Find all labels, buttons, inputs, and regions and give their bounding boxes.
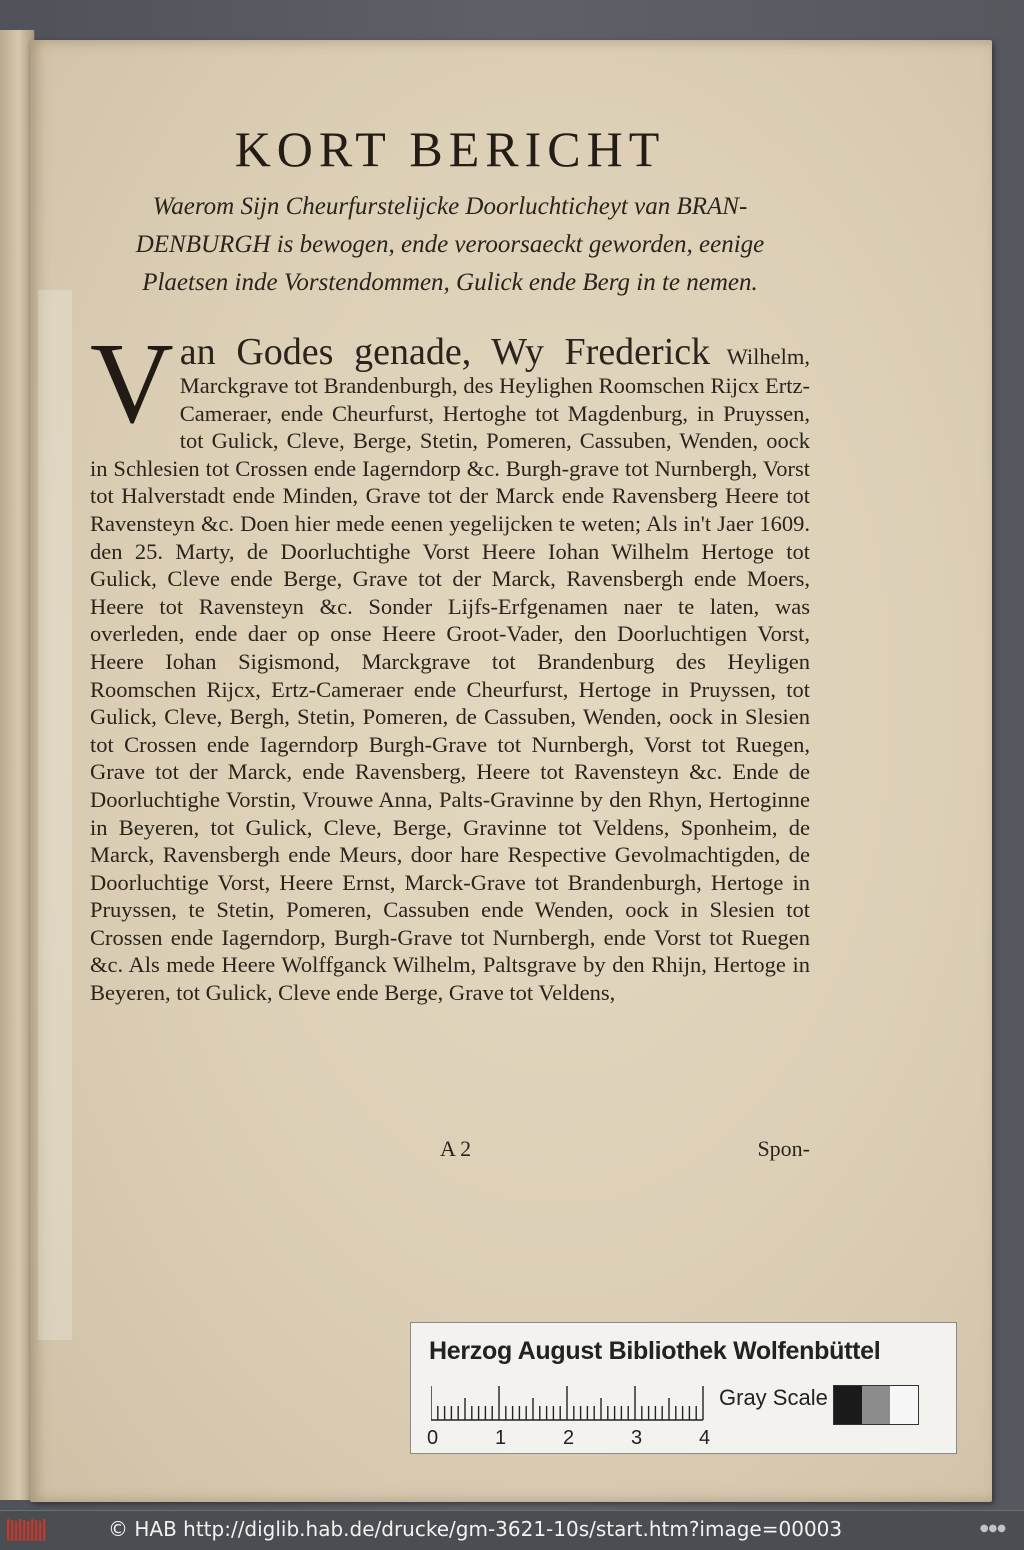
ruler-number: 0 xyxy=(427,1427,439,1449)
gray-scale-swatches xyxy=(833,1385,919,1425)
ruler-number: 2 xyxy=(563,1427,575,1449)
ruler-number: 1 xyxy=(495,1427,507,1449)
gray-swatch-mid xyxy=(862,1386,890,1424)
gray-swatch-dark xyxy=(834,1386,862,1424)
copyright-url[interactable]: © HAB http://diglib.hab.de/drucke/gm-3621-10s/start.htm?image=00003 xyxy=(108,1517,843,1541)
gray-swatch-light xyxy=(890,1386,918,1424)
body-paragraph: Wilhelm, Marckgrave tot Brandenburgh, des Heylighen Roomschen Rijcx Ertz-Cameraer, ende Cheurfurst, Hertoghe tot Magdenburg, in Pruyssen, tot Gulick, Cleve, Berge, Stetin, Pomeren, Cassuben, Wenden, oock in Schlesien tot Crossen ende Iagerndorp &c. Burgh-grave tot Nurnbergh, Vorst tot Halverstadt ende Minden, Grave tot der Marck ende Ravensberg Heere tot Ravensteyn &c. Doen hier mede eenen yegelijcken te weten; Als in't Jaer 1609. den 25. Marty, de Doorluchtighe Vorst Heere Iohan Wilhelm Hertoge tot Gulick, Cleve ende Berge, Grave tot der Marck, Ravensbergh ende Moers, Heere tot Ravensteyn &c. Sonder Lijfs-Erfgenamen naer te laten, was overleden, ende daer op onse Heere Groot-Vader, den Doorluchtigen Vorst, Heere Iohan Sigismond, Marckgrave tot Brandenburg des Heyligen Roomschen Rijcx, Ertz-Cameraer ende Cheurfurst, Hertoge in Pruyssen, tot Gulick, Cleve, Bergh, Stetin, Pomeren, de Cassuben, Wenden, oock in Slesien tot Crossen ende Iagerndorp Burgh-Grave tot Nurnbergh, Vorst tot Ruegen, Grave tot der Marck, ende Ravensberg, Heere tot Ravensteyn &c. Ende de Doorluchtighe Vorstin, Vrouwe Anna, Palts-Gravinne by den Rhyn, Hertoginne in Beyeren, tot Gulick, Cleve, Berge, Gravinne tot Veldens, Sponheim, de Marck, Ravensbergh ende Meurs, door hare Respective Gevolmachtigden, de Doorluchtige Vorst, Heere Ernst, Marck-Grave tot Brandenburgh, Hertoge in Pruyssen, te Stetin, Pomeren, Cassuben ende Wenden, oock in Slesien tot Crossen ende Iagerndorp, Burgh-Grave tot Nurnbergh, ende Vorst tot Ruegen &c. Als mede Heere Wolffganck Wilhelm, Paltsgrave by den Rhijn, Hertoge in Beyeren, tot Gulick, Cleve ende Berge, Grave tot Veldens, xyxy=(90,344,811,1006)
viewer-footer-bar xyxy=(0,1510,1024,1550)
logo-bar xyxy=(23,1520,25,1541)
library-color-card xyxy=(410,1322,957,1454)
ruler-number: 4 xyxy=(699,1427,711,1449)
page-gutter xyxy=(38,290,72,1340)
document-body xyxy=(90,320,811,1007)
logo-bar xyxy=(27,1521,29,1541)
logo-bar xyxy=(11,1520,13,1541)
logo-bar xyxy=(7,1519,9,1541)
ruler-number: 3 xyxy=(631,1427,643,1449)
document-text xyxy=(90,120,810,1007)
logo-bar xyxy=(19,1519,21,1541)
document-title: KORT BERICHT xyxy=(234,121,666,177)
opening-words: an Godes genade, Wy Frederick xyxy=(179,331,711,373)
document-subtitle: Waerom Sijn Cheurfurstelijcke Doorluchticheyt van BRAN-DENBURGH is bewogen, ende veroorsaeckt geworden, eenige Plaetsen inde Vorstendommen, Gulick ende Berg in te nemen. xyxy=(135,193,765,296)
signature-mark: A 2 xyxy=(440,1136,472,1161)
logo-bar xyxy=(39,1521,41,1541)
gray-scale-label: Gray Scale xyxy=(719,1385,828,1410)
more-dots-icon[interactable]: ●●● xyxy=(979,1523,1006,1534)
hab-logo-icon xyxy=(6,1517,48,1543)
logo-bar xyxy=(35,1520,37,1541)
ruler-scale xyxy=(431,1385,711,1421)
library-name: Herzog August Bibliothek Wolfenbüttel xyxy=(429,1337,881,1365)
catchword: Spon- xyxy=(757,1136,810,1161)
drop-cap: V xyxy=(90,320,174,448)
logo-bar xyxy=(43,1519,45,1541)
logo-bar xyxy=(15,1521,17,1541)
logo-bar xyxy=(31,1519,33,1541)
